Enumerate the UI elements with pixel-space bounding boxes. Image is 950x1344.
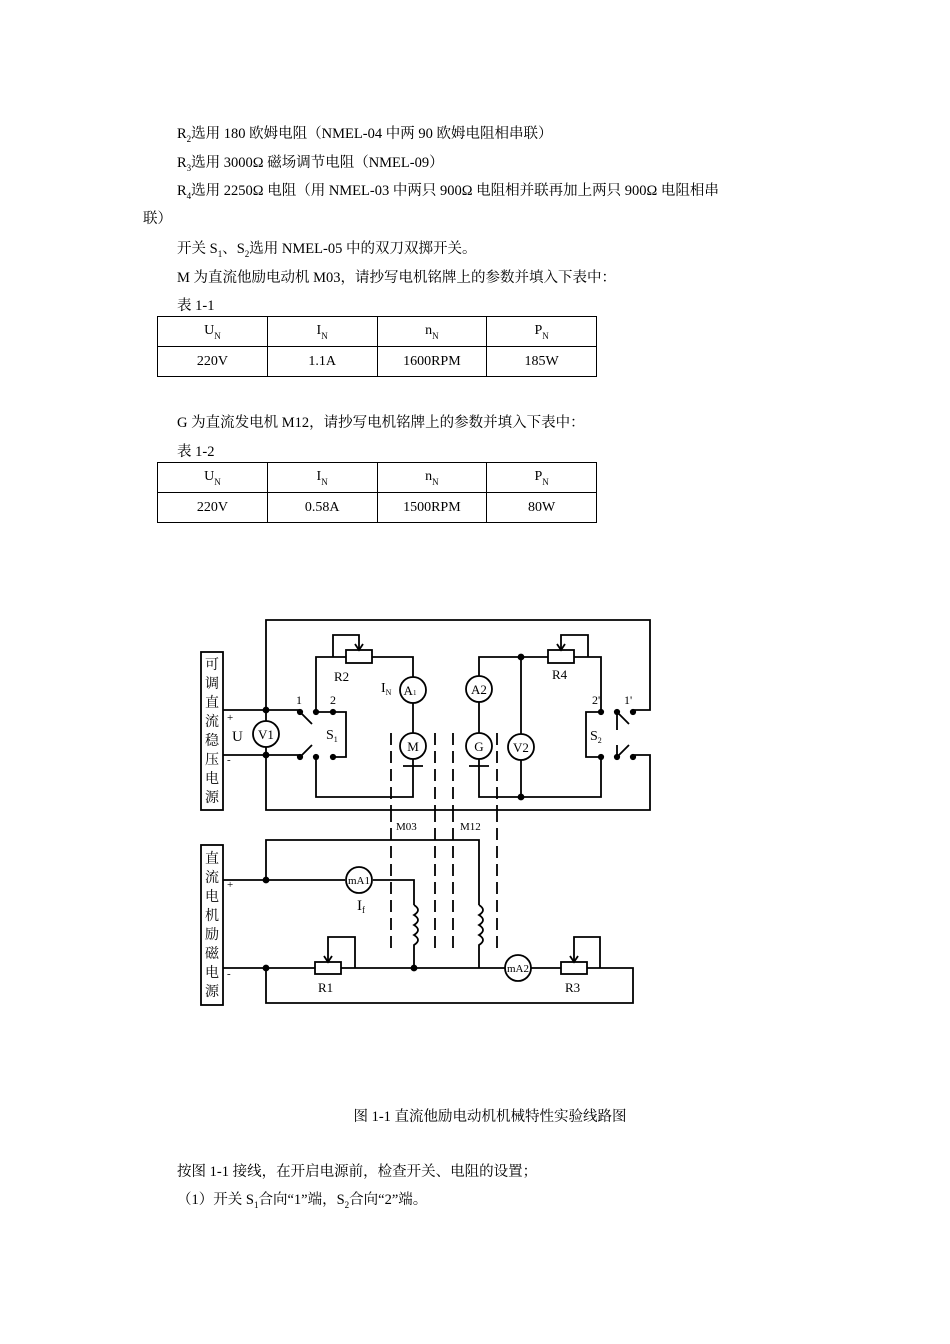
minus-terminal: -	[227, 754, 231, 766]
circuit-diagram	[185, 600, 655, 1020]
terminal-2p: 2'	[592, 693, 601, 707]
a1-label: A1	[403, 683, 417, 698]
junction	[412, 966, 417, 971]
plus-terminal: +	[227, 712, 234, 724]
svg-text:流: 流	[205, 715, 219, 730]
field-top-wire	[223, 880, 414, 905]
svg-text:流: 流	[205, 871, 219, 886]
s2-label: $S_2$	[590, 729, 602, 745]
resistor-r1	[315, 962, 341, 974]
r1-label: R1	[318, 980, 334, 995]
step-1-line: （1）开关 $S_1$合向“1”端，$S_2$合向“2”端。	[177, 1192, 428, 1210]
v2-label: V2	[513, 740, 529, 755]
r2-wires	[340, 657, 413, 677]
motor-spec-table	[157, 316, 597, 377]
header-cell: $P_N$	[487, 463, 597, 493]
m12-label: M12	[460, 821, 481, 833]
a2-label: A2	[471, 682, 487, 697]
adjustable-dc-supply-label	[205, 657, 220, 806]
plus-terminal: +	[227, 879, 234, 891]
svg-text:源: 源	[205, 791, 219, 806]
terminal-2: 2	[330, 693, 336, 707]
ma2-label: mA2	[507, 963, 529, 975]
motor-label: M	[407, 739, 419, 754]
svg-text:电: 电	[205, 772, 219, 787]
a2-wires	[479, 657, 548, 733]
svg-text:直: 直	[205, 852, 219, 867]
value-cell: 185W	[487, 347, 597, 377]
svg-text:压: 压	[205, 753, 219, 768]
generator-label: G	[474, 739, 484, 754]
svg-text:可: 可	[205, 658, 219, 673]
motor-field-coil	[414, 905, 418, 968]
svg-text:电: 电	[205, 966, 219, 981]
svg-text:稳: 稳	[205, 734, 219, 749]
excitation-supply-box	[201, 845, 223, 1005]
svg-text:电: 电	[205, 890, 219, 905]
generator-spec-table	[157, 462, 597, 523]
value-cell: 220V	[158, 347, 268, 377]
value-cell: 1500RPM	[377, 493, 487, 523]
ma1-label: mA1	[348, 875, 370, 887]
table-row	[158, 347, 597, 377]
r4-label: R4	[552, 667, 568, 682]
header-cell: $I_N$	[267, 463, 377, 493]
header-cell: $U_N$	[158, 317, 268, 347]
table-header-row	[158, 317, 597, 347]
header-cell: $n_N$	[377, 463, 487, 493]
generator-line: G 为直流发电机 M12，请抄写电机铭牌上的参数并填入下表中：	[177, 415, 585, 431]
v1-label: V1	[258, 727, 274, 742]
value-cell: 220V	[158, 493, 268, 523]
instruction-line: 按图 1-1 接线，在开启电源前，检查开关、电阻的设置；	[177, 1164, 538, 1180]
m03-label: M03	[396, 821, 417, 833]
header-cell: $P_N$	[487, 317, 597, 347]
resistor-r2	[346, 650, 372, 663]
table-header-row	[158, 463, 597, 493]
value-cell: 1.1A	[267, 347, 377, 377]
svg-text:机: 机	[205, 909, 219, 924]
if-label: $I_f$	[357, 898, 365, 915]
header-cell: $I_N$	[267, 317, 377, 347]
generator-field-coil	[479, 905, 483, 955]
svg-text:调: 调	[205, 677, 219, 692]
value-cell: 1600RPM	[377, 347, 487, 377]
svg-text:磁: 磁	[205, 947, 219, 962]
r3-label: R3	[565, 980, 581, 995]
table1-label: 表 1-1	[177, 298, 215, 314]
r2-line: $R_2$选用 180 欧姆电阻（NMEL-04 中两 90 欧姆电阻相串联）	[177, 126, 553, 144]
bottom-loop-wire	[266, 755, 650, 810]
motor-line: M 为直流他励电动机 M03，请抄写电机铭牌上的参数并填入下表中：	[177, 270, 617, 286]
r2-label: R2	[334, 669, 350, 684]
switch-s1	[298, 657, 413, 797]
switch-line: 开关 $S_1$、$S_2$选用 NMEL-05 中的双刀双掷开关。	[177, 241, 477, 259]
junction	[519, 795, 524, 800]
table-row	[158, 493, 597, 523]
table2-label: 表 1-2	[177, 444, 215, 460]
minus-terminal: -	[227, 968, 231, 980]
svg-text:励: 励	[205, 928, 219, 943]
generator-wires	[469, 757, 601, 797]
resistor-r4	[548, 650, 574, 663]
header-cell: $U_N$	[158, 463, 268, 493]
junction	[519, 655, 524, 660]
header-cell: $n_N$	[377, 317, 487, 347]
r3-line: $R_3$选用 3000Ω 磁场调节电阻（NMEL-09）	[177, 155, 444, 173]
r4-line-cont: 联）	[143, 211, 172, 227]
in-label: $I_N$	[381, 681, 392, 697]
u-label: U	[232, 729, 243, 745]
motor-brush	[403, 759, 423, 770]
resistor-r3	[561, 962, 587, 974]
terminal-1p: 1'	[624, 693, 633, 707]
terminal-1: 1	[296, 693, 302, 707]
r4-line: $R_4$选用 2250Ω 电阻（用 NMEL-03 中两只 900Ω 电阻相并联再加上两只 900Ω 电阻相串	[177, 183, 719, 201]
field-parallel-wire	[266, 840, 479, 905]
figure-caption: 图 1-1 直流他励电动机机械特性实验线路图	[353, 1109, 627, 1125]
junction	[264, 878, 269, 883]
svg-text:源: 源	[205, 985, 219, 1000]
svg-text:直: 直	[205, 696, 219, 711]
excitation-supply-label	[205, 851, 220, 1000]
s1-label: $S_1$	[326, 728, 338, 744]
value-cell: 0.58A	[267, 493, 377, 523]
value-cell: 80W	[487, 493, 597, 523]
